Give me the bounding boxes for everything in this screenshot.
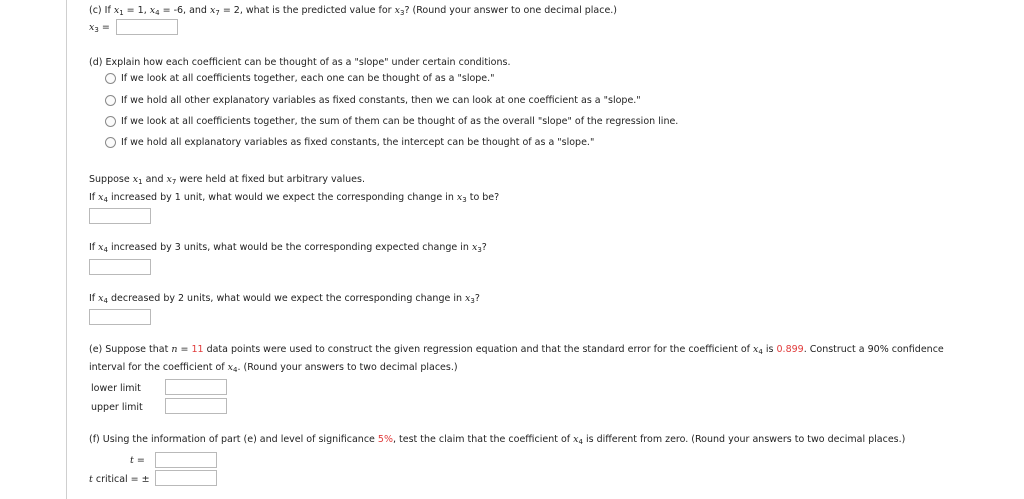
upper-limit-label: upper limit: [91, 402, 143, 413]
significance-level: 5%: [377, 434, 393, 445]
part-d-question: (d) Explain how each coefficient can be thought of as a "slope" under certain conditions.: [89, 57, 511, 68]
part-c-question: (c) If $x_1 = 1$, $x_4 = -6$, and $x_7 = 2$, what is the predicted value for $x_3$? (Round your answer to one decimal place.): [89, 5, 618, 17]
t-critical-label: t critical = ±: [89, 474, 150, 485]
option-3-radio[interactable]: [105, 116, 116, 127]
q2-answer-input[interactable]: [89, 259, 151, 275]
part-e-question-line2: interval for the coefficient of $x_4$. (Round your answers to two decimal places.): [89, 362, 458, 374]
part-e-question-line1: (e) Suppose that n = 11 data points were used to construct the given regression equation and that the standard error for the coefficient of $x_4$ is 0.899. Construct a 90% confidence: [89, 344, 944, 356]
q1-question: If $x_4$ increased by 1 unit, what would we expect the corresponding change in $x_3$ to be?: [89, 192, 500, 204]
option-4-radio[interactable]: [105, 137, 116, 148]
left-margin-rule: [66, 0, 67, 499]
q2-question: If $x_4$ increased by 3 units, what would be the corresponding expected change in $x_3$?: [89, 242, 487, 254]
t-statistic-input[interactable]: [155, 452, 217, 468]
t-statistic-label: t =: [130, 455, 145, 466]
x3-answer-label: $x_3$ =: [89, 22, 110, 34]
upper-limit-input[interactable]: [165, 398, 227, 414]
option-1-label: If we look at all coefficients together, each one can be thought of as a "slope.": [121, 73, 495, 84]
part-f-question: (f) Using the information of part (e) and level of significance 5%, test the claim that the coefficient of $x_4$ is different from zero. (Round your answers to two decimal places.): [89, 434, 906, 446]
option-2-label: If we hold all other explanatory variables as fixed constants, then we can look at one coefficient as a "slope.": [121, 95, 641, 106]
q3-question: If $x_4$ decreased by 2 units, what would we expect the corresponding change in $x_3$?: [89, 293, 480, 305]
suppose-statement: Suppose $x_1$ and $x_7$ were held at fixed but arbitrary values.: [89, 174, 365, 186]
option-3-label: If we look at all coefficients together, the sum of them can be thought of as the overall "slope" of the regression line.: [121, 116, 679, 127]
q3-answer-input[interactable]: [89, 309, 151, 325]
x3-answer-input[interactable]: [116, 19, 178, 35]
q1-answer-input[interactable]: [89, 208, 151, 224]
t-critical-input[interactable]: [155, 470, 217, 486]
option-4-label: If we hold all explanatory variables as fixed constants, the intercept can be thought of as a "slope.": [121, 137, 595, 148]
lower-limit-label: lower limit: [91, 383, 141, 394]
option-1-radio[interactable]: [105, 73, 116, 84]
option-2-radio[interactable]: [105, 95, 116, 106]
n-value: 11: [191, 344, 204, 355]
standard-error-value: 0.899: [776, 344, 804, 355]
lower-limit-input[interactable]: [165, 379, 227, 395]
